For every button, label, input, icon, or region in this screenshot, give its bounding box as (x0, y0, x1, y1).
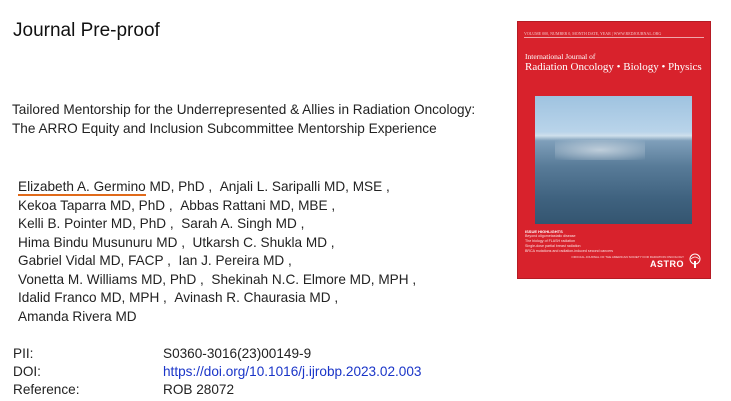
author-line (18, 308, 498, 327)
doi-row (13, 363, 421, 381)
author-name: Abbas Rattani (180, 197, 266, 213)
author-credentials: MD, MSE , (320, 179, 390, 194)
author-credentials: MD , (259, 253, 292, 268)
author-list (18, 178, 498, 326)
author-line (18, 197, 498, 216)
doi-label: DOI: (13, 364, 41, 379)
cover-issue-item: The biology of FLASH radiation (525, 239, 575, 243)
author-name: Gabriel Vidal (18, 253, 96, 268)
author-credentials: MD, PhD , (106, 197, 173, 213)
author-name: Anjali L. Saripalli (219, 179, 321, 194)
reference-label: Reference: (13, 382, 80, 397)
elsevier-tree-icon (687, 253, 703, 269)
cover-journal-title-line1: International Journal of (525, 52, 596, 61)
author-name: Hima Bindu Musunuru (18, 234, 153, 250)
author-credentials: MD (111, 308, 137, 324)
author-name: Amanda Rivera (18, 308, 112, 324)
cover-issue-item: Beyond oligometastatic disease (525, 234, 576, 238)
author-credentials: MD , (271, 216, 305, 231)
author-name: Kelli B. Pointer (18, 216, 108, 231)
author-credentials: MD, PhD , (107, 216, 174, 231)
reference-row (13, 381, 421, 399)
author-line (18, 289, 498, 308)
journal-preproof-label: Journal Pre-proof (13, 20, 160, 41)
author-name: Idalid Franco (18, 290, 97, 305)
author-name: Utkarsh C. Shukla (192, 234, 303, 250)
author-name: Shekinah N.C. Elmore (211, 271, 346, 287)
pii-value: S0360-3016(23)00149-9 (163, 346, 312, 361)
cover-volume-line: VOLUME 000, NUMBER 0, MONTH DATE, YEAR | WWW.REDJOURNAL.ORG (524, 31, 662, 36)
author-line (18, 271, 498, 290)
author-line (18, 252, 498, 271)
cover-ocean-photo (535, 96, 692, 224)
author-name: Avinash R. Chaurasia (174, 290, 306, 305)
author-name: Elizabeth A. Germino (18, 179, 146, 194)
author-name: Vonetta M. Williams (18, 271, 138, 287)
doi-link[interactable]: https://doi.org/10.1016/j.ijrobp.2023.02.003 (163, 364, 422, 379)
article-metadata (13, 345, 421, 399)
cover-issue-highlights (525, 229, 613, 254)
author-credentials: MD, MBE , (265, 197, 336, 213)
cover-society-caption: OFFICIAL JOURNAL OF THE AMERICAN SOCIETY FOR RADIATION ONCOLOGY (571, 255, 684, 259)
author-name: Ian J. Pereira (178, 253, 260, 268)
reference-value: ROB 28072 (163, 382, 235, 397)
cover-divider (524, 37, 704, 38)
author-credentials: MD, PhD , (145, 179, 213, 194)
author-name: Sarah A. Singh (181, 216, 272, 231)
cover-issue-item: Single-dose partial breast radiation (525, 244, 581, 248)
author-credentials: MD, MPH , (345, 271, 417, 287)
cover-journal-title-line2: Radiation Oncology • Biology • Physics (525, 61, 702, 73)
author-credentials: MD, FACP , (95, 253, 171, 268)
author-line (18, 234, 498, 253)
article-title: Tailored Mentorship for the Underrepresented & Allies in Radiation Oncology: The ARRO Equity and Inclusion Subcommittee Mentorship Experience (12, 102, 476, 136)
author-line (18, 178, 498, 197)
pii-row (13, 345, 421, 363)
cover-issue-item: BRCA mutations and radiation-induced second cancers (525, 249, 614, 253)
journal-cover-image (518, 22, 710, 278)
author-line (18, 215, 498, 234)
author-credentials: MD , (302, 234, 335, 250)
cover-issue-heading: ISSUE HIGHLIGHTS (525, 229, 563, 234)
author-name: Kekoa Taparra (18, 197, 107, 213)
author-credentials: MD, PhD , (137, 271, 204, 287)
astro-logo: ASTRO (650, 259, 684, 269)
author-credentials: MD , (305, 290, 339, 305)
pii-label: PII: (13, 346, 34, 361)
author-credentials: MD , (152, 234, 185, 250)
author-credentials: MD, MPH , (96, 290, 167, 305)
